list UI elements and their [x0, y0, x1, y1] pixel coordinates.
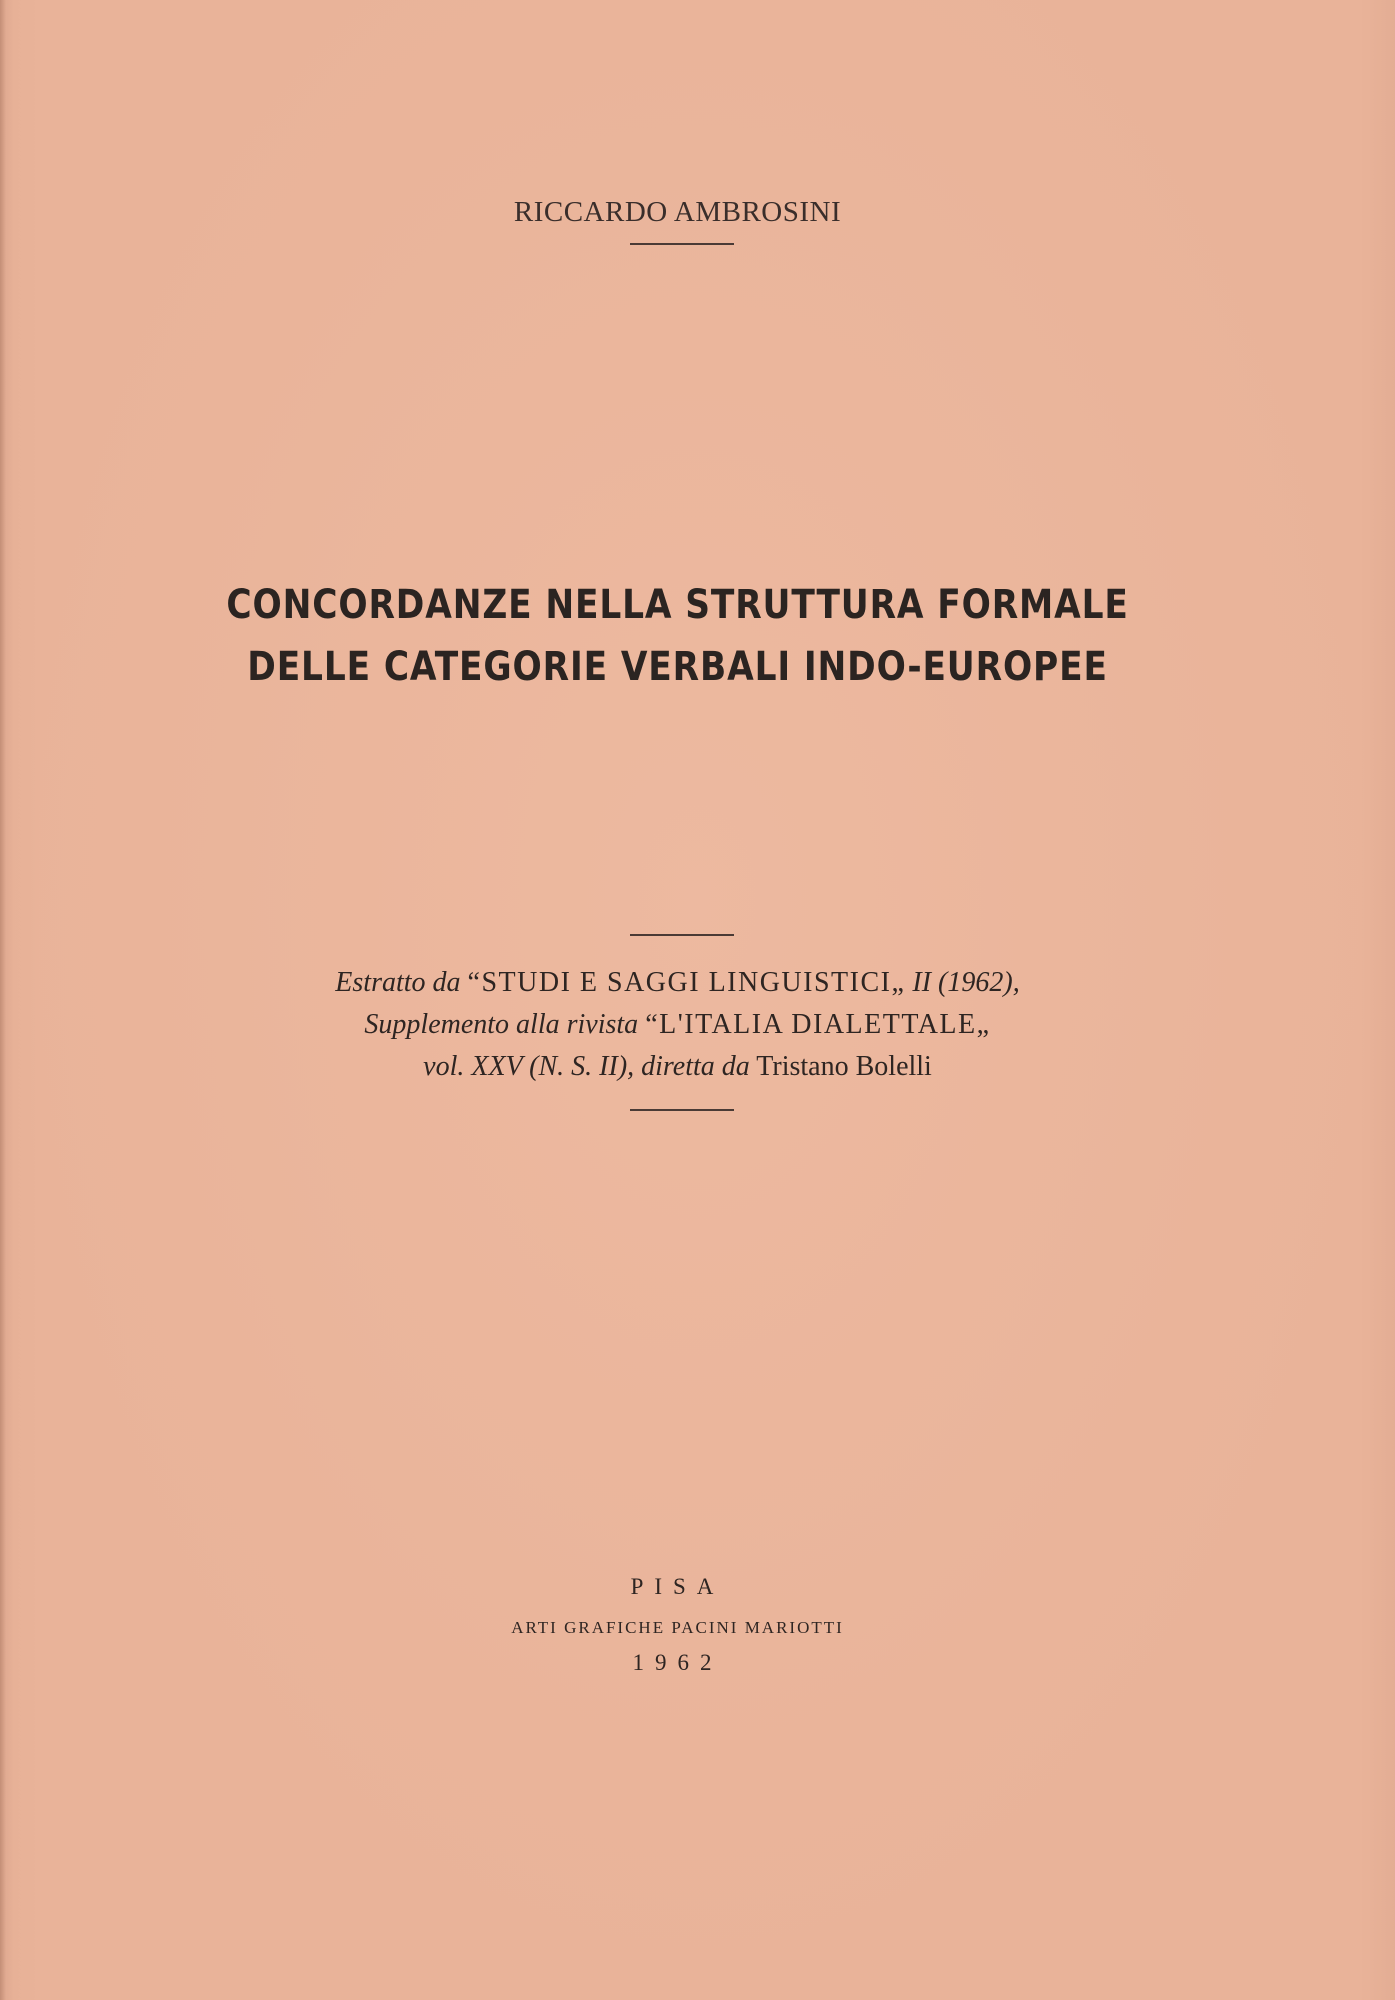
extract-top-divider — [630, 934, 734, 936]
imprint-printer: ARTI GRAFICHE PACINI MARIOTTI — [511, 1618, 844, 1637]
editor-name: Tristano Bolelli — [756, 1051, 932, 1082]
imprint-city: PISA — [630, 1574, 725, 1599]
author-divider — [630, 243, 734, 245]
extract-line-1 — [0, 962, 1355, 1004]
extract-notice — [0, 962, 1355, 1088]
supplement-prefix: Supplemento alla rivista — [364, 1009, 639, 1040]
volume-info: vol. XXV (N. S. II), diretta da — [423, 1051, 750, 1082]
supplement-journal: “L'ITALIA DIALETTALE„ — [645, 1009, 991, 1040]
journal-volume: II (1962), — [912, 967, 1020, 998]
extract-line-2 — [0, 1004, 1355, 1046]
author-name: RICCARDO AMBROSINI — [513, 196, 842, 228]
book-title — [95, 574, 1260, 698]
extract-line-3 — [0, 1046, 1355, 1088]
imprint-year: 1962 — [632, 1650, 723, 1675]
extract-prefix: Estratto da — [335, 967, 461, 998]
title-line-1: CONCORDANZE NELLA STRUTTURA FORMALE — [226, 582, 1129, 628]
journal-name: “STUDI E SAGGI LINGUISTICI„ — [467, 967, 906, 998]
title-line-2: DELLE CATEGORIE VERBALI INDO-EUROPEE — [247, 644, 1108, 690]
extract-bottom-divider — [630, 1109, 734, 1111]
